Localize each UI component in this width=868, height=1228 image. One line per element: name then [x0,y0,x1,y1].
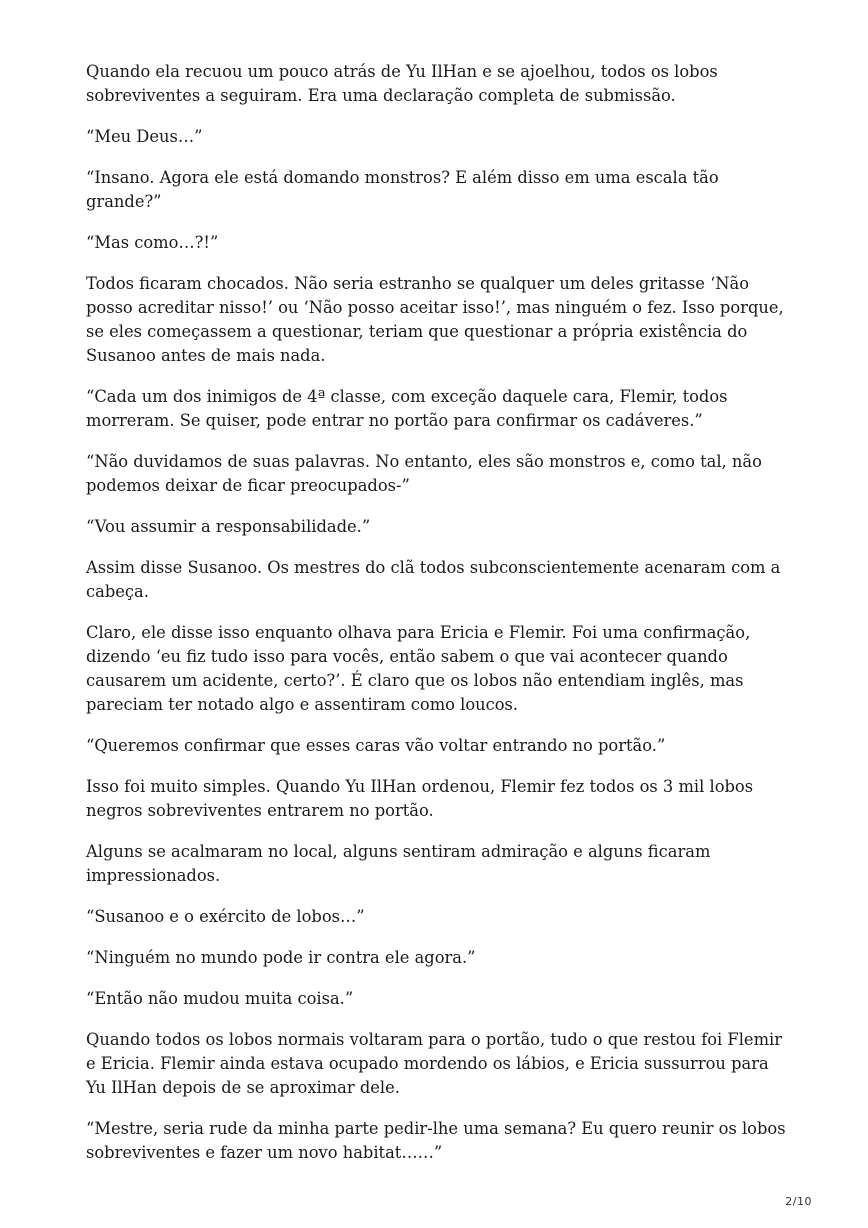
paragraph: Alguns se acalmaram no local, alguns sentiram admiração e alguns ficaram impressionados. [86,842,711,885]
paragraph: Isso foi muito simples. Quando Yu IlHan ordenou, Flemir fez todos os 3 mil lobos negros sobreviventes entrarem no portão. [86,777,754,820]
page-number: 2/10 [785,1195,812,1208]
document-page [86,60,786,1182]
paragraph: “Queremos confirmar que esses caras vão voltar entrando no portão.” [86,736,666,755]
paragraph: “Meu Deus…” [86,127,203,146]
paragraph: “Ninguém no mundo pode ir contra ele agora.” [86,948,476,967]
paragraph: “Cada um dos inimigos de 4ª classe, com exceção daquele cara, Flemir, todos morreram. Se quiser, pode entrar no portão para confirmar os cadáveres.” [86,387,728,430]
paragraph: Quando ela recuou um pouco atrás de Yu IlHan e se ajoelhou, todos os lobos sobreviventes a seguiram. Era uma declaração completa de submissão. [86,62,718,105]
paragraph: “Mas como…?!” [86,233,219,252]
paragraph: “Não duvidamos de suas palavras. No entanto, eles são monstros e, como tal, não podemos deixar de ficar preocupados-” [86,452,762,495]
paragraph: “Mestre, seria rude da minha parte pedir-lhe uma semana? Eu quero reunir os lobos sobreviventes e fazer um novo habitat……” [86,1119,786,1162]
paragraph: Assim disse Susanoo. Os mestres do clã todos subconscientemente acenaram com a cabeça. [86,558,781,601]
paragraph: “Insano. Agora ele está domando monstros? E além disso em uma escala tão grande?” [86,168,719,211]
paragraph: Quando todos os lobos normais voltaram para o portão, tudo o que restou foi Flemir e Ericia. Flemir ainda estava ocupado mordendo os lábios, e Ericia sussurrou para Yu IlHan depois de se aproximar dele. [86,1030,782,1097]
paragraph: “Então não mudou muita coisa.” [86,989,354,1008]
paragraph: “Susanoo e o exército de lobos…” [86,907,365,926]
paragraph: Claro, ele disse isso enquanto olhava para Ericia e Flemir. Foi uma confirmação, dizendo ‘eu fiz tudo isso para vocês, então sabem o que vai acontecer quando causarem um acidente, certo?’. É claro que os lobos não entendiam inglês, mas pareciam ter notado algo e assentiram como loucos. [86,623,751,714]
paragraph: “Vou assumir a responsabilidade.” [86,517,371,536]
paragraph: Todos ficaram chocados. Não seria estranho se qualquer um deles gritasse ‘Não posso acreditar nisso!’ ou ‘Não posso aceitar isso!’, mas ninguém o fez. Isso porque, se eles começassem a questionar, teriam que questionar a própria existência do Susanoo antes de mais nada. [86,274,784,365]
